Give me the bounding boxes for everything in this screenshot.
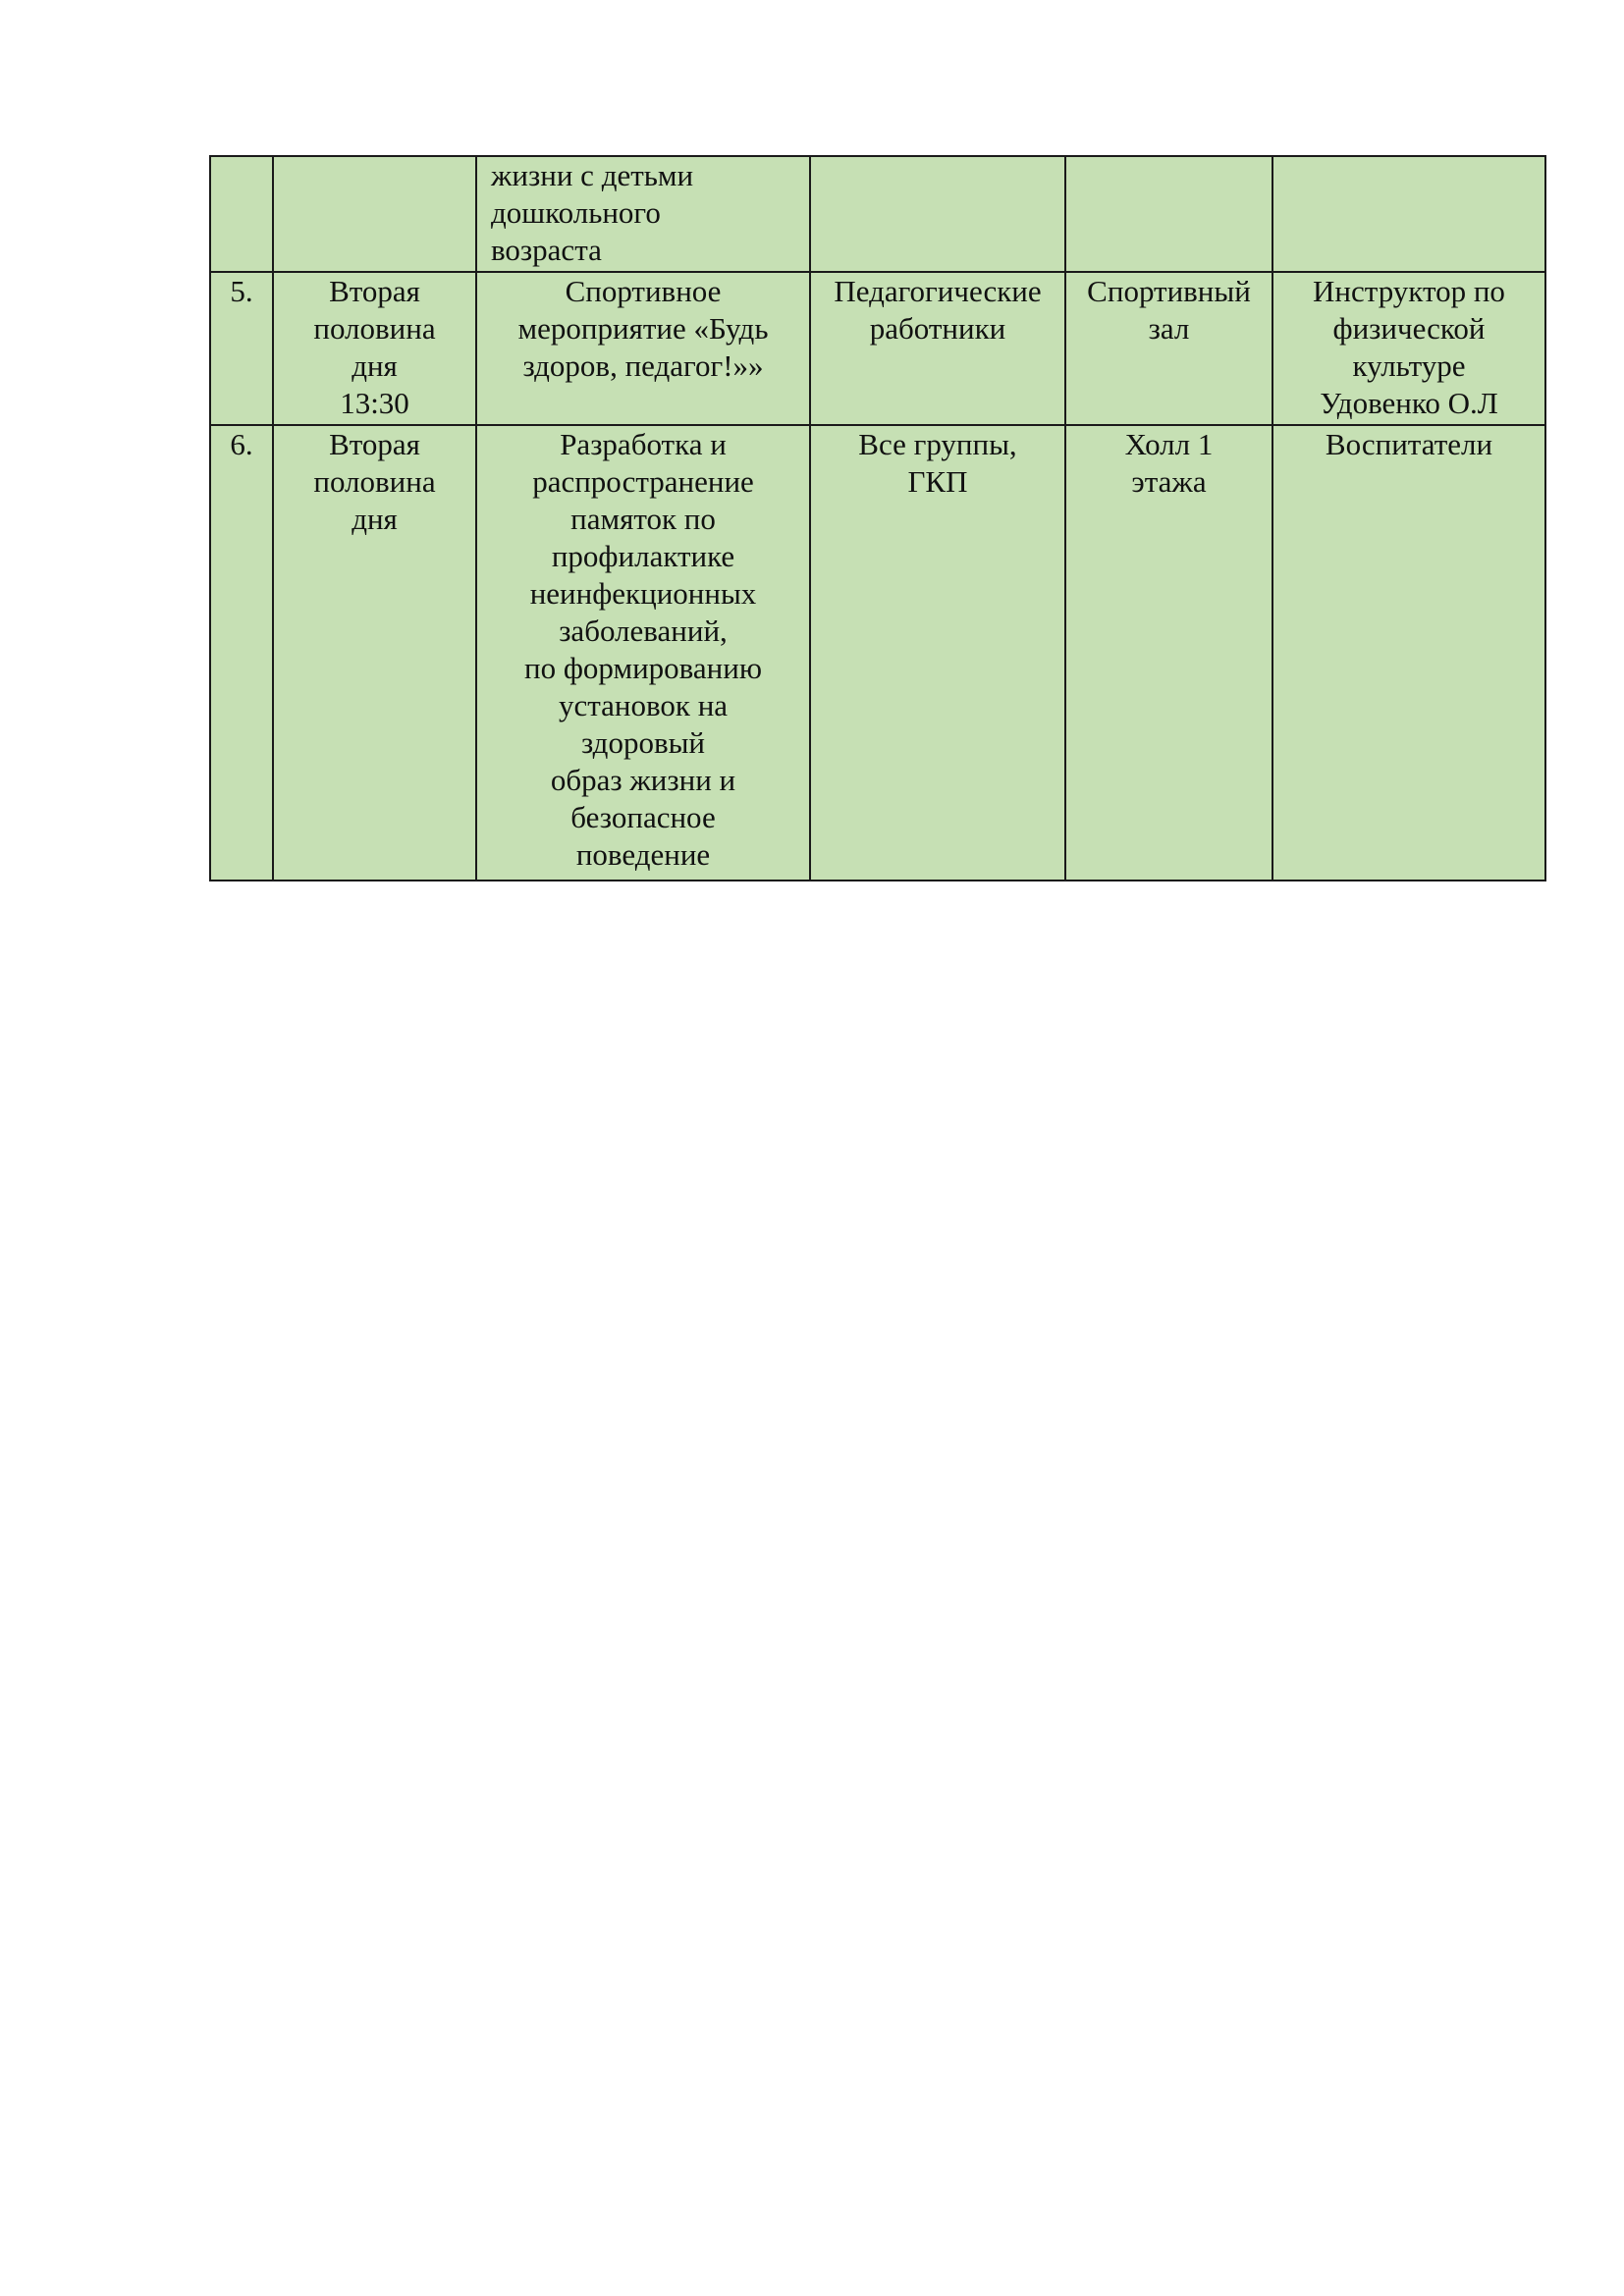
event-plan-table	[209, 155, 1546, 881]
time-cell: Вторая половина дня	[273, 425, 476, 881]
table-row	[210, 272, 1545, 425]
place-cell	[1065, 156, 1272, 272]
event-cell: Разработка и распространение памяток по профилактике неинфекционных заболеваний, по формированию установок на здоровый образ жизни и безопасное поведение	[476, 425, 810, 881]
table-row	[210, 156, 1545, 272]
participants-cell: Все группы, ГКП	[810, 425, 1065, 881]
responsible-cell	[1272, 156, 1545, 272]
row-number-cell	[210, 156, 273, 272]
row-number-cell: 6.	[210, 425, 273, 881]
participants-cell	[810, 156, 1065, 272]
place-cell: Спортивный зал	[1065, 272, 1272, 425]
place-cell: Холл 1 этажа	[1065, 425, 1272, 881]
participants-cell: Педагогические работники	[810, 272, 1065, 425]
time-cell	[273, 156, 476, 272]
event-cell: жизни с детьми дошкольного возраста	[476, 156, 810, 272]
event-cell: Спортивное мероприятие «Будь здоров, педагог!»»	[476, 272, 810, 425]
row-number-cell: 5.	[210, 272, 273, 425]
responsible-cell: Воспитатели	[1272, 425, 1545, 881]
responsible-cell: Инструктор по физической культуре Удовенко О.Л	[1272, 272, 1545, 425]
time-cell: Вторая половина дня 13:30	[273, 272, 476, 425]
table-row	[210, 425, 1545, 881]
